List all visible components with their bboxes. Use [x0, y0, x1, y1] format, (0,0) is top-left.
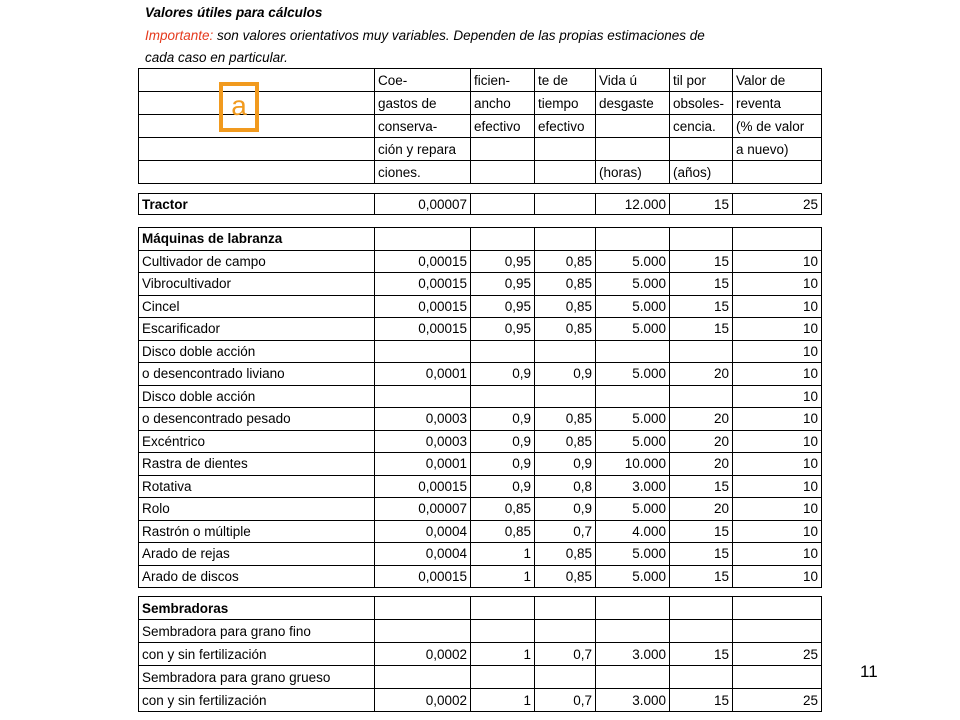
cell-ancho: 0,85: [471, 520, 535, 543]
row-name: Rolo: [139, 498, 375, 521]
cell-coef: 0,0004: [375, 543, 471, 566]
table-row: [139, 385, 822, 408]
header-cell: reventa: [733, 92, 822, 115]
cell-coef: [375, 385, 471, 408]
page-title: Valores útiles para cálculos: [145, 5, 323, 20]
cell-obsolescencia: 15: [670, 565, 733, 588]
section-heading-row: [139, 597, 822, 620]
note-line-2: cada caso en particular.: [145, 50, 288, 65]
cell-desgaste: 4.000: [596, 520, 670, 543]
row-name: Vibrocultivador: [139, 273, 375, 296]
cell-tiempo: 0,85: [535, 408, 596, 431]
header-cell: ancho: [471, 92, 535, 115]
header-row: [139, 138, 822, 161]
cell-reventa: 10: [733, 250, 822, 273]
cell-reventa: 25: [733, 194, 822, 215]
cell-ancho: [471, 666, 535, 689]
labranza-table: [138, 227, 822, 588]
header-cell: Valor de: [733, 69, 822, 92]
table-row: [139, 643, 822, 666]
cell-tiempo: 0,7: [535, 643, 596, 666]
tractor-table: [138, 193, 822, 215]
empty-cell: [670, 228, 733, 251]
header-row: [139, 161, 822, 184]
section-heading: Sembradoras: [139, 597, 375, 620]
header-cell: [139, 161, 375, 184]
row-name: o desencontrado pesado: [139, 408, 375, 431]
cell-desgaste: 10.000: [596, 453, 670, 476]
row-name: Excéntrico: [139, 430, 375, 453]
cell-reventa: [733, 666, 822, 689]
cell-tiempo: [535, 340, 596, 363]
table-row: [139, 666, 822, 689]
cell-reventa: 10: [733, 475, 822, 498]
cell-ancho: 0,95: [471, 250, 535, 273]
row-name: Sembradora para grano grueso: [139, 666, 375, 689]
row-name: con y sin fertilización: [139, 689, 375, 712]
header-cell: ficien-: [471, 69, 535, 92]
header-cell: tiempo: [535, 92, 596, 115]
cell-ancho: [471, 620, 535, 643]
cell-ancho: [471, 340, 535, 363]
section-heading: Máquinas de labranza: [139, 228, 375, 251]
row-name: Sembradora para grano fino: [139, 620, 375, 643]
row-name: Tractor: [139, 194, 375, 215]
cell-tiempo: 0,85: [535, 295, 596, 318]
page-number: 11: [860, 662, 878, 681]
header-cell: Coe-: [375, 69, 471, 92]
empty-cell: [375, 228, 471, 251]
row-name: Disco doble acción: [139, 340, 375, 363]
header-cell: [139, 138, 375, 161]
header-cell: [471, 138, 535, 161]
cell-reventa: 10: [733, 340, 822, 363]
header-cell: [535, 138, 596, 161]
table-row: [139, 430, 822, 453]
cell-desgaste: 5.000: [596, 273, 670, 296]
table-row: [139, 520, 822, 543]
cell-obsolescencia: 20: [670, 453, 733, 476]
header-cell: [670, 138, 733, 161]
cell-coef: 0,0002: [375, 689, 471, 712]
table-row: [139, 194, 822, 215]
important-label: Importante:: [145, 28, 214, 43]
cell-tiempo: 0,85: [535, 250, 596, 273]
cell-ancho: 1: [471, 543, 535, 566]
header-cell: [471, 161, 535, 184]
cell-obsolescencia: 15: [670, 273, 733, 296]
cell-desgaste: 12.000: [596, 194, 670, 215]
cell-obsolescencia: 15: [670, 250, 733, 273]
cell-obsolescencia: 15: [670, 318, 733, 341]
table-row: [139, 453, 822, 476]
cell-reventa: 10: [733, 295, 822, 318]
header-cell: Vida ú: [596, 69, 670, 92]
header-cell: te de: [535, 69, 596, 92]
cell-reventa: 25: [733, 643, 822, 666]
cell-obsolescencia: [670, 385, 733, 408]
row-name: o desencontrado liviano: [139, 363, 375, 386]
empty-cell: [471, 228, 535, 251]
header-cell: obsoles-: [670, 92, 733, 115]
table-row: [139, 498, 822, 521]
table-row: [139, 689, 822, 712]
cell-reventa: 10: [733, 430, 822, 453]
cell-obsolescencia: [670, 620, 733, 643]
header-cell: [596, 115, 670, 138]
cell-obsolescencia: 15: [670, 194, 733, 215]
empty-cell: [733, 228, 822, 251]
cell-ancho: 0,9: [471, 363, 535, 386]
row-name: con y sin fertilización: [139, 643, 375, 666]
cell-obsolescencia: [670, 666, 733, 689]
table-row: [139, 273, 822, 296]
cell-ancho: 1: [471, 643, 535, 666]
header-cell: desgaste: [596, 92, 670, 115]
cell-reventa: 10: [733, 385, 822, 408]
row-name: Arado de rejas: [139, 543, 375, 566]
table-row: [139, 295, 822, 318]
cell-tiempo: 0,7: [535, 520, 596, 543]
section-heading-row: [139, 228, 822, 251]
cell-ancho: 0,95: [471, 295, 535, 318]
cell-coef: 0,00015: [375, 318, 471, 341]
cell-ancho: 0,95: [471, 318, 535, 341]
cell-desgaste: 5.000: [596, 318, 670, 341]
cell-ancho: 0,85: [471, 498, 535, 521]
cell-coef: 0,00015: [375, 565, 471, 588]
cell-coef: [375, 666, 471, 689]
header-cell: [733, 161, 822, 184]
note-line-1: son valores orientativos muy variables. Dependen de las propias estimaciones de: [213, 28, 705, 43]
cell-reventa: 10: [733, 453, 822, 476]
table-row: [139, 475, 822, 498]
cell-coef: 0,0003: [375, 408, 471, 431]
cell-desgaste: 5.000: [596, 363, 670, 386]
cell-coef: 0,00015: [375, 250, 471, 273]
cell-reventa: 10: [733, 565, 822, 588]
empty-cell: [375, 597, 471, 620]
cell-reventa: 10: [733, 363, 822, 386]
sembradoras-table: [138, 596, 822, 712]
table-row: [139, 565, 822, 588]
header-cell: efectivo: [471, 115, 535, 138]
table-row: [139, 408, 822, 431]
header-cell: (horas): [596, 161, 670, 184]
cell-coef: 0,0003: [375, 430, 471, 453]
cell-ancho: 0,9: [471, 453, 535, 476]
cell-obsolescencia: 20: [670, 363, 733, 386]
cell-reventa: 10: [733, 273, 822, 296]
cell-tiempo: [535, 194, 596, 215]
row-name: Disco doble acción: [139, 385, 375, 408]
cell-reventa: [733, 620, 822, 643]
cell-obsolescencia: 15: [670, 475, 733, 498]
cell-ancho: 0,9: [471, 475, 535, 498]
cell-coef: 0,0002: [375, 643, 471, 666]
cell-obsolescencia: 15: [670, 643, 733, 666]
cell-obsolescencia: 15: [670, 295, 733, 318]
header-cell: cencia.: [670, 115, 733, 138]
cell-ancho: 1: [471, 565, 535, 588]
table-row: [139, 543, 822, 566]
cell-desgaste: [596, 620, 670, 643]
cell-obsolescencia: 15: [670, 543, 733, 566]
cell-desgaste: 5.000: [596, 430, 670, 453]
cell-coef: 0,00007: [375, 194, 471, 215]
cell-coef: 0,00015: [375, 475, 471, 498]
table-row: [139, 250, 822, 273]
table-row: [139, 340, 822, 363]
cell-desgaste: 5.000: [596, 543, 670, 566]
header-cell: [596, 138, 670, 161]
cell-coef: 0,0001: [375, 363, 471, 386]
header-cell: conserva-: [375, 115, 471, 138]
empty-cell: [535, 597, 596, 620]
cell-coef: [375, 340, 471, 363]
row-name: Arado de discos: [139, 565, 375, 588]
cell-reventa: 10: [733, 408, 822, 431]
cell-coef: 0,0004: [375, 520, 471, 543]
cell-desgaste: 5.000: [596, 498, 670, 521]
cell-desgaste: 3.000: [596, 475, 670, 498]
cell-tiempo: 0,7: [535, 689, 596, 712]
marker-box-a: a: [219, 82, 259, 132]
cell-ancho: 0,9: [471, 430, 535, 453]
header-cell: gastos de: [375, 92, 471, 115]
row-name: Rastrón o múltiple: [139, 520, 375, 543]
cell-obsolescencia: [670, 340, 733, 363]
row-name: Escarificador: [139, 318, 375, 341]
header-cell: (años): [670, 161, 733, 184]
cell-coef: 0,00015: [375, 295, 471, 318]
empty-cell: [670, 597, 733, 620]
header-cell: efectivo: [535, 115, 596, 138]
cell-tiempo: 0,9: [535, 453, 596, 476]
cell-reventa: 25: [733, 689, 822, 712]
cell-desgaste: [596, 340, 670, 363]
important-note: [145, 25, 805, 69]
cell-tiempo: 0,9: [535, 363, 596, 386]
cell-tiempo: [535, 666, 596, 689]
cell-ancho: [471, 194, 535, 215]
cell-desgaste: 5.000: [596, 295, 670, 318]
header-cell: a nuevo): [733, 138, 822, 161]
cell-reventa: 10: [733, 543, 822, 566]
cell-coef: 0,00015: [375, 273, 471, 296]
cell-reventa: 10: [733, 520, 822, 543]
cell-desgaste: 3.000: [596, 643, 670, 666]
cell-tiempo: 0,8: [535, 475, 596, 498]
cell-ancho: 0,9: [471, 408, 535, 431]
header-cell: [535, 161, 596, 184]
table-row: [139, 620, 822, 643]
cell-tiempo: 0,85: [535, 318, 596, 341]
empty-cell: [535, 228, 596, 251]
cell-tiempo: 0,85: [535, 430, 596, 453]
cell-obsolescencia: 15: [670, 689, 733, 712]
row-name: Rotativa: [139, 475, 375, 498]
cell-ancho: 0,95: [471, 273, 535, 296]
row-name: Cincel: [139, 295, 375, 318]
empty-cell: [471, 597, 535, 620]
cell-reventa: 10: [733, 318, 822, 341]
cell-tiempo: 0,85: [535, 565, 596, 588]
header-cell: (% de valor: [733, 115, 822, 138]
table-row: [139, 363, 822, 386]
row-name: Cultivador de campo: [139, 250, 375, 273]
empty-cell: [596, 228, 670, 251]
cell-desgaste: 5.000: [596, 565, 670, 588]
cell-ancho: 1: [471, 689, 535, 712]
empty-cell: [596, 597, 670, 620]
cell-desgaste: [596, 666, 670, 689]
cell-coef: 0,0001: [375, 453, 471, 476]
cell-tiempo: 0,85: [535, 543, 596, 566]
header-cell: ción y repara: [375, 138, 471, 161]
cell-tiempo: [535, 385, 596, 408]
cell-obsolescencia: 20: [670, 430, 733, 453]
cell-reventa: 10: [733, 498, 822, 521]
cell-desgaste: 3.000: [596, 689, 670, 712]
cell-obsolescencia: 15: [670, 520, 733, 543]
header-cell: til por: [670, 69, 733, 92]
cell-obsolescencia: 20: [670, 498, 733, 521]
header-cell: ciones.: [375, 161, 471, 184]
row-name: Rastra de dientes: [139, 453, 375, 476]
cell-coef: 0,00007: [375, 498, 471, 521]
cell-ancho: [471, 385, 535, 408]
cell-tiempo: 0,9: [535, 498, 596, 521]
cell-tiempo: 0,85: [535, 273, 596, 296]
cell-tiempo: [535, 620, 596, 643]
cell-desgaste: 5.000: [596, 408, 670, 431]
cell-desgaste: 5.000: [596, 250, 670, 273]
table-row: [139, 318, 822, 341]
empty-cell: [733, 597, 822, 620]
cell-obsolescencia: 20: [670, 408, 733, 431]
cell-desgaste: [596, 385, 670, 408]
cell-coef: [375, 620, 471, 643]
